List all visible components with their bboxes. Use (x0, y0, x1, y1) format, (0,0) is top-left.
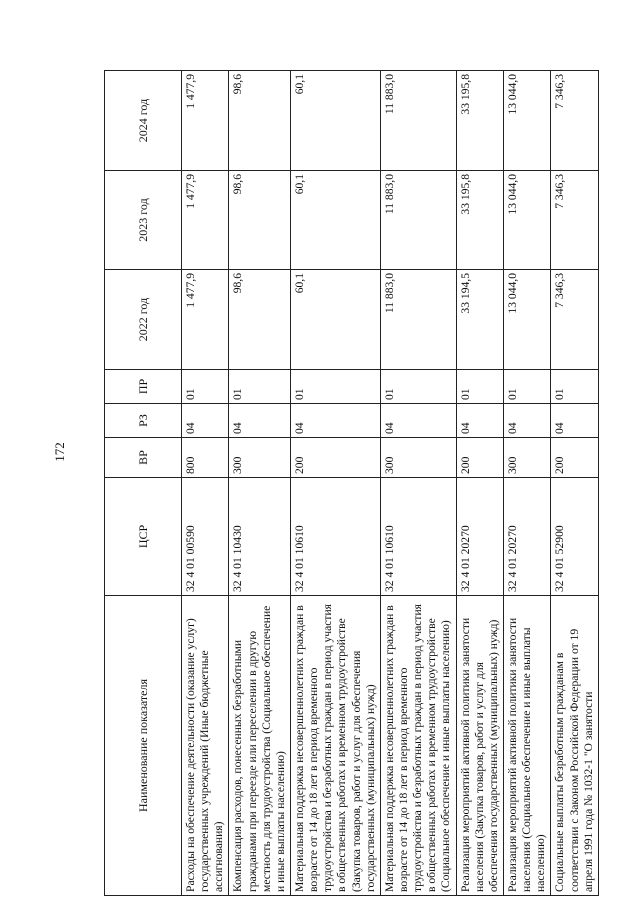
row-name: Социальные выплаты безработным гражданам в соответствии с Законом Российской Федерации от 19 апреля 1991 года № 1032-1 "О занятости (551, 596, 598, 896)
row-2022: 11 883,0 (380, 270, 456, 370)
row-2024: 13 044,0 (503, 71, 550, 171)
row-vr: 200 (290, 438, 380, 478)
row-rz: 04 (551, 404, 598, 438)
row-2023: 60,1 (290, 171, 380, 270)
row-2023: 11 883,0 (380, 171, 456, 270)
header-csr: ЦСР (105, 478, 182, 596)
table-container (104, 71, 611, 896)
row-2023: 13 044,0 (503, 171, 550, 270)
row-csr: 32 4 01 20270 (456, 478, 503, 596)
table-row (456, 71, 503, 896)
table-row (503, 71, 550, 896)
row-rz: 04 (380, 404, 456, 438)
row-name: Материальная поддержка несовершеннолетних граждан в возрасте от 14 до 18 лет в период временного трудоустройства и безработных граждан в период участия в общественных работах и временном трудоустройстве (Закупка товаров, работ и услуг для обеспечения государственных (муниципальных) нужд) (290, 596, 380, 896)
row-name: Реализация мероприятий активной политики занятости населения (Закупка товаров, работ и услуг для обеспечения государственных (муниципальных) нужд) (456, 596, 503, 896)
table-row (290, 71, 380, 896)
header-pr: ПР (105, 370, 182, 404)
row-vr: 300 (229, 438, 291, 478)
row-rz: 04 (456, 404, 503, 438)
row-csr: 32 4 01 00590 (182, 478, 229, 596)
header-name: Наименование показателя (105, 596, 182, 896)
row-name: Компенсация расходов, понесенных безработными гражданами при переезде или переселении в другую местность для трудоустройства (Социальное обеспечение и иные выплаты населению) (229, 596, 291, 896)
row-csr: 32 4 01 52900 (551, 478, 598, 596)
row-2024: 98,6 (229, 71, 291, 171)
row-2022: 1 477,9 (182, 270, 229, 370)
row-2024: 1 477,9 (182, 71, 229, 171)
row-2023: 33 195,8 (456, 171, 503, 270)
row-2024: 33 195,8 (456, 71, 503, 171)
header-2024: 2024 год (105, 71, 182, 171)
row-csr: 32 4 01 10430 (229, 478, 291, 596)
row-vr: 200 (551, 438, 598, 478)
row-rz: 04 (182, 404, 229, 438)
row-vr: 300 (503, 438, 550, 478)
row-2022: 7 346,3 (551, 270, 598, 370)
row-pr: 01 (290, 370, 380, 404)
row-csr: 32 4 01 10610 (380, 478, 456, 596)
header-2023: 2023 год (105, 171, 182, 270)
table-row (229, 71, 291, 896)
row-pr: 01 (229, 370, 291, 404)
row-name: Реализация мероприятий активной политики занятости населения (Социальное обеспечение и иные выплаты населению) (503, 596, 550, 896)
row-vr: 800 (182, 438, 229, 478)
row-2022: 33 194,5 (456, 270, 503, 370)
row-pr: 01 (182, 370, 229, 404)
row-2023: 98,6 (229, 171, 291, 270)
row-pr: 01 (380, 370, 456, 404)
header-rz: РЗ (105, 404, 182, 438)
row-2022: 98,6 (229, 270, 291, 370)
row-2023: 1 477,9 (182, 171, 229, 270)
row-csr: 32 4 01 10610 (290, 478, 380, 596)
table-row (380, 71, 456, 896)
budget-table (104, 70, 599, 896)
row-rz: 04 (229, 404, 291, 438)
row-csr: 32 4 01 20270 (503, 478, 550, 596)
row-pr: 01 (551, 370, 598, 404)
table-row (182, 71, 229, 896)
table-row (551, 71, 598, 896)
row-rz: 04 (503, 404, 550, 438)
page-number: 172 (52, 442, 67, 462)
row-2023: 7 346,3 (551, 171, 598, 270)
row-2022: 13 044,0 (503, 270, 550, 370)
row-pr: 01 (503, 370, 550, 404)
row-name: Материальная поддержка несовершеннолетних граждан в возрасте от 14 до 18 лет в период временного трудоустройства и безработных граждан в период участия в общественных работах и временном трудоустройстве (Социальное обеспечение и иные выплаты населению) (380, 596, 456, 896)
header-2022: 2022 год (105, 270, 182, 370)
row-rz: 04 (290, 404, 380, 438)
row-2024: 7 346,3 (551, 71, 598, 171)
row-name: Расходы на обеспечение деятельности (оказание услуг) государственных учреждений (Иные бюджетные ассигнования) (182, 596, 229, 896)
header-vr: ВР (105, 438, 182, 478)
row-pr: 01 (456, 370, 503, 404)
table-header-row (105, 71, 182, 896)
row-vr: 200 (456, 438, 503, 478)
row-vr: 300 (380, 438, 456, 478)
row-2024: 60,1 (290, 71, 380, 171)
row-2022: 60,1 (290, 270, 380, 370)
row-2024: 11 883,0 (380, 71, 456, 171)
